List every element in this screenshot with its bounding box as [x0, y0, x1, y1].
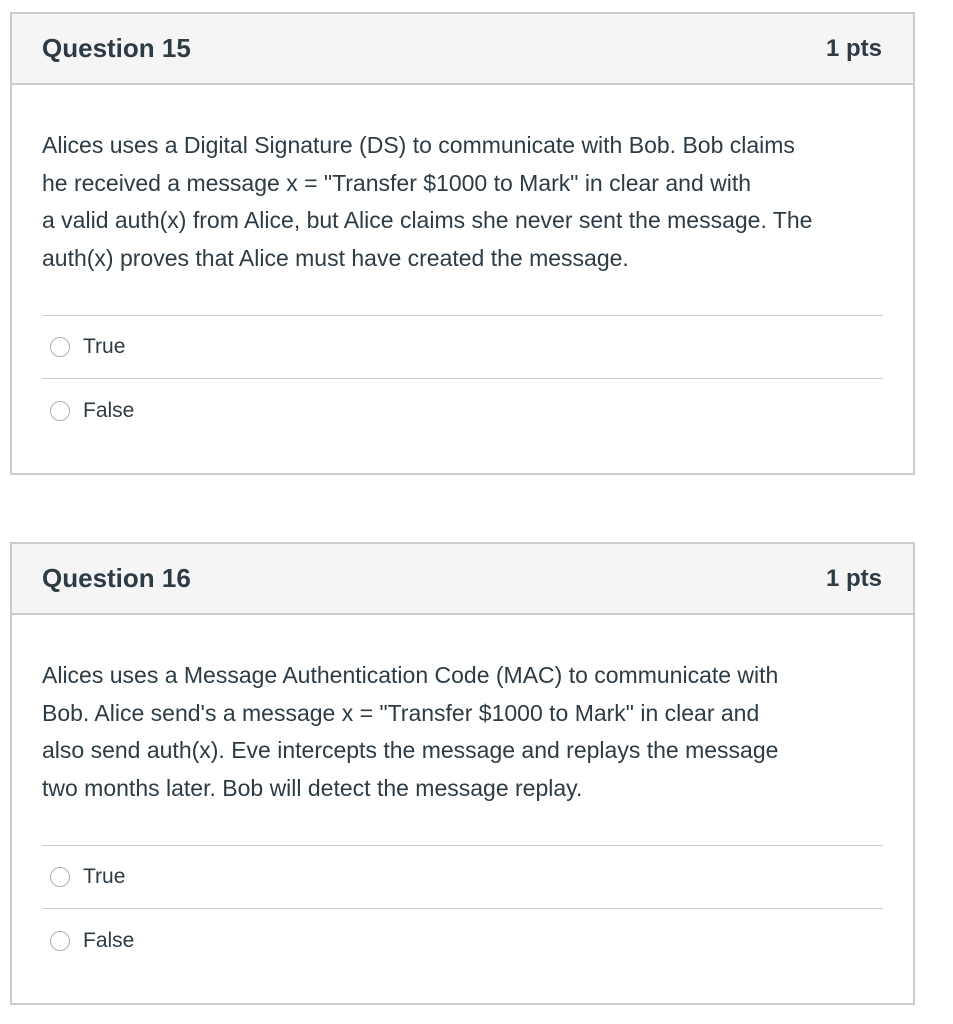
- answer-option-false[interactable]: [42, 379, 883, 442]
- radio-button[interactable]: [50, 401, 70, 421]
- question-16-card: [10, 542, 915, 1005]
- question-points: 1 pts: [825, 34, 882, 62]
- question-header: [12, 544, 913, 615]
- answer-option-true[interactable]: [42, 316, 883, 379]
- answer-label: True: [83, 335, 126, 358]
- question-body: [12, 85, 913, 442]
- question-header: [12, 14, 913, 85]
- answer-label: False: [83, 398, 135, 422]
- question-text: Alices uses a Digital Signature (DS) to communicate with Bob. Bob claims he received a message x = "Transfer $1000 to Mark" in clear and with a valid auth(x) from Alice, but Alice claims she never sent the message. The auth(x) proves that Alice must have created the message.: [42, 132, 813, 271]
- radio-button[interactable]: [50, 867, 70, 887]
- answer-label: True: [83, 865, 126, 888]
- answer-option-true[interactable]: [42, 846, 883, 909]
- question-body: [12, 615, 913, 972]
- answer-list: [42, 845, 883, 972]
- answer-list: [42, 315, 883, 442]
- radio-button[interactable]: [50, 931, 70, 951]
- answer-label: False: [83, 928, 135, 952]
- question-title: Question 16: [42, 563, 191, 593]
- question-15-card: [10, 12, 915, 475]
- question-title: Question 15: [42, 33, 191, 63]
- question-points: 1 pts: [825, 564, 882, 592]
- answer-option-false[interactable]: [42, 909, 883, 972]
- question-text: Alices uses a Message Authentication Code (MAC) to communicate with Bob. Alice send's a message x = "Transfer $1000 to Mark" in clear and also send auth(x). Eve intercepts the message and replays the message two months later. Bob will detect the message replay.: [42, 662, 779, 801]
- radio-button[interactable]: [50, 337, 70, 357]
